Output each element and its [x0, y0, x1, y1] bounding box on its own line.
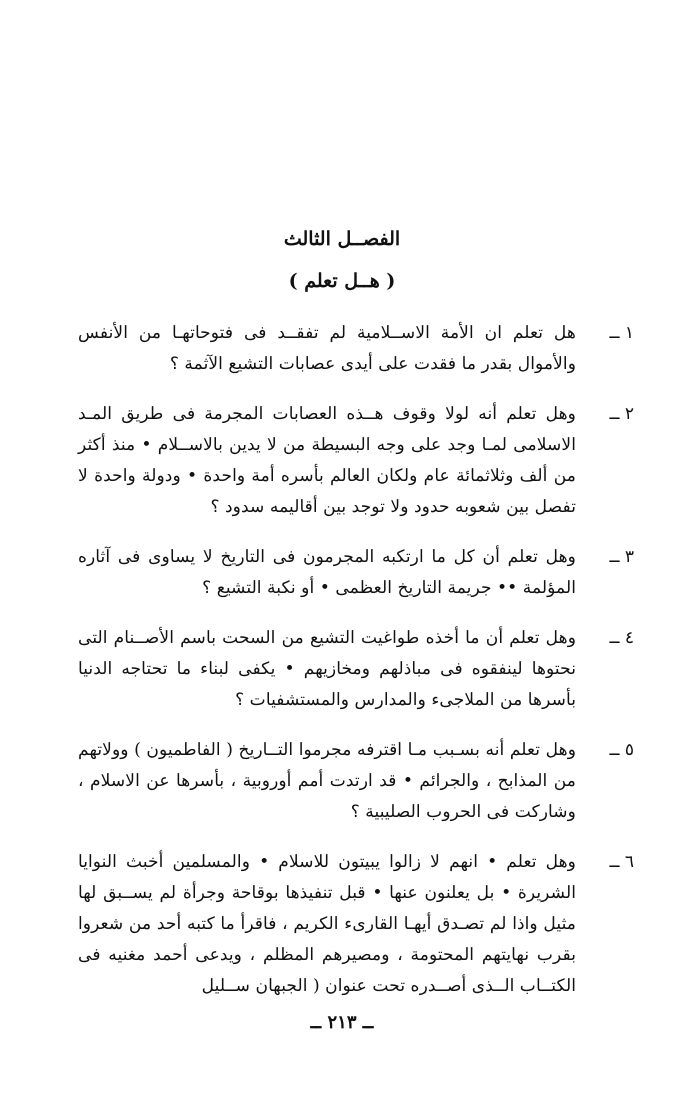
- page-number: ــ ٢١٣ ــ: [310, 1012, 374, 1033]
- list-item: [78, 399, 634, 523]
- item-text: وهل تعلم • انهم لا زالوا يبيتون للاسلام • والمسلمين أخبث النوايا الشريرة • بل يعلنون عنها • قبل تنفيذها بوقاحة وجرأة لم يســبق لها مثيل واذا لم تصـدق أيهـا القارىء الكريم ، فاقرأ ما كتبه أحد من شعروا بقرب نهايتهم المحتومة ، ومصيرهم المظلم ، ويدعى أحمد مغنيه فى الكتــاب الــذى أصــدره تحت عنوان ( الجبهان ســليل: [78, 852, 576, 996]
- item-number: ٣ ــ: [609, 547, 634, 567]
- item-number: ١ ــ: [609, 323, 634, 343]
- list-item: [78, 318, 634, 380]
- item-text: هل تعلم ان الأمة الاســلامية لم تفقــد فى فتوحاتهـا من الأنفس والأموال بقدر ما فقدت على أيدى عصابات التشيع الآثمة ؟: [78, 323, 576, 374]
- list-item: [78, 623, 634, 716]
- chapter-title: الفصــل الثالث: [283, 228, 401, 250]
- item-text: وهل تعلم أن كل ما ارتكبه المجرمون فى التاريخ لا يساوى فى آثاره المؤلمة •• جريمة التاريخ العظمى • أو نكبة التشيع ؟: [78, 547, 576, 598]
- item-text: وهل تعلم أنه لولا وقوف هــذه العصابات المجرمة فى طريق المـد الاسلامى لمـا وجد على وجه البسيطة من لا يدين بالاســلام • منذ أكثر من ألف وثلاثمائة عام ولكان العالم بأسره أمة واحدة • ودولة واحدة لا تفصل بين شعوبه حدود ولا توجد بين أقاليمه سدود ؟: [78, 404, 576, 517]
- item-number: ٥ ــ: [609, 740, 634, 760]
- item-text: وهل تعلم أنه بسـبب مـا اقترفه مجرموا التــاريخ ( الفاطميون ) وولاتهم من المذابح ، والجرائم • قد ارتدت أمم أوروبية ، بأسرها عن الاسلام ، وشاركت فى الحروب الصليبية ؟: [78, 740, 576, 822]
- item-number: ٦ ــ: [609, 852, 634, 872]
- list-item: [78, 735, 634, 828]
- item-text: وهل تعلم أن ما أخذه طواغيت التشيع من السحت باسم الأصــنام التى نحتوها لينفقوه فى مباذلهم ومخازيهم • يكفى لبناء ما تحتاجه الدنيا بأسرها من الملاجىء والمدارس والمستشفيات ؟: [78, 628, 576, 710]
- list-item: [78, 542, 634, 604]
- item-number: ٢ ــ: [609, 404, 634, 424]
- question-list: [78, 318, 634, 1021]
- chapter-subtitle: ( هــل تعلم ): [288, 270, 396, 292]
- item-number: ٤ ــ: [609, 628, 634, 648]
- list-item: [78, 847, 634, 1002]
